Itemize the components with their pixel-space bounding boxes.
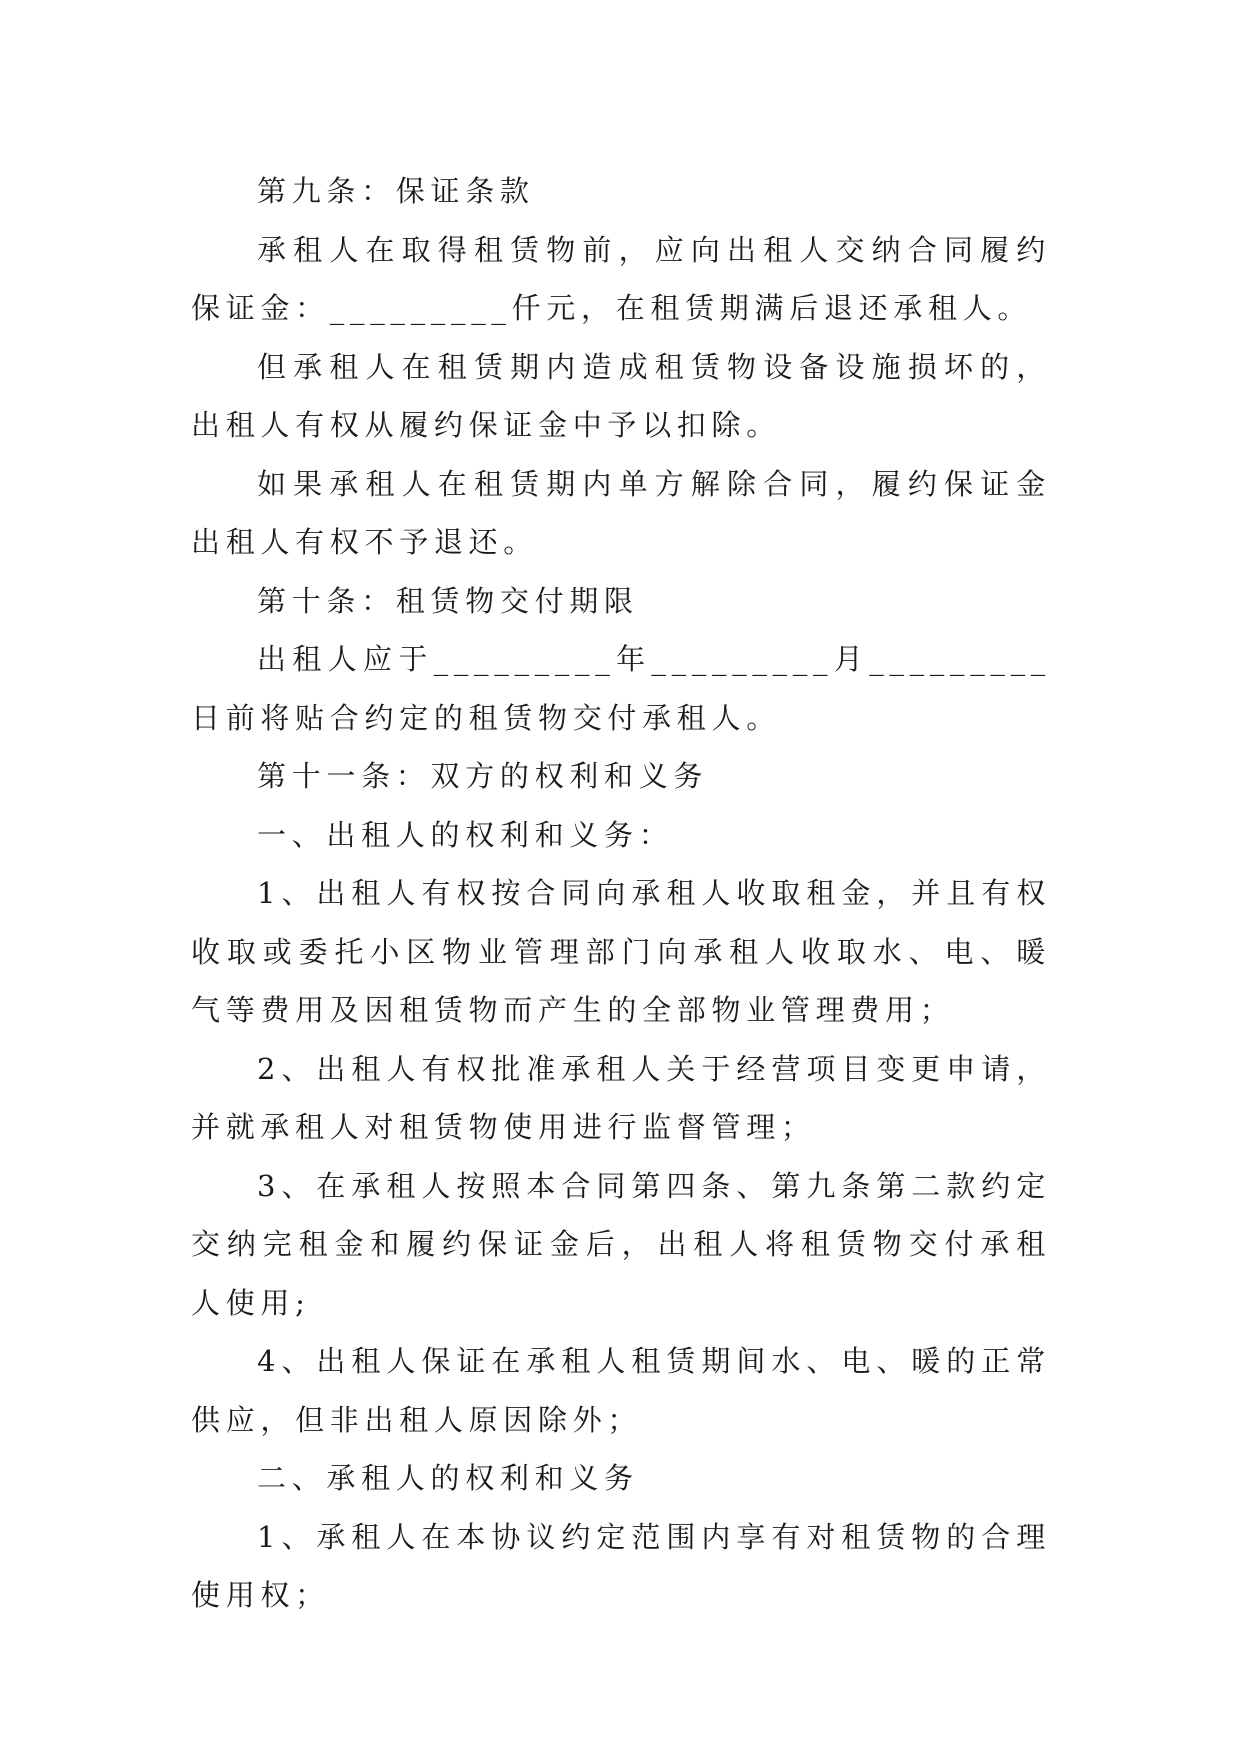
lessor-item-4: 4、出租人保证在承租人租赁期间水、电、暖的正常供应，但非出租人原因除外； (191, 1344, 1051, 1437)
damage-deduction-clause: 但承租人在租赁期内造成租赁物设备设施损坏的，出租人有权从履约保证金中予以扣除。 (191, 349, 1051, 442)
lessor-section-heading: 一、出租人的权利和义务： (257, 817, 674, 852)
lessor-item-1: 1、出租人有权按合同向承租人收取租金，并且有权收取或委托小区物业管理部门向承租人收取水、电、暖气等费用及因租赁物而产生的全部物业管理费用； (191, 876, 1051, 1027)
document-page (191, 162, 1051, 1625)
lessee-item-1: 1、承租人在本协议约定范围内享有对租赁物的合理使用权； (191, 1519, 1051, 1612)
delivery-date-clause: 出租人应于_________年_________月_________日前将贴合约定的租赁物交付承租人。 (191, 642, 1051, 735)
termination-clause: 如果承租人在租赁期内单方解除合同，履约保证金出租人有权不予退还。 (191, 466, 1051, 559)
article-11-heading: 第十一条：双方的权利和义务 (257, 759, 709, 793)
article-10-heading: 第十条：租赁物交付期限 (257, 583, 639, 618)
deposit-clause: 承租人在取得租赁物前，应向出租人交纳合同履约保证金：_________仟元，在租赁期满后退还承租人。 (191, 232, 1051, 325)
lessor-item-3: 3、在承租人按照本合同第四条、第九条第二款约定交纳完租金和履约保证金后，出租人将租赁物交付承租人使用; (191, 1168, 1051, 1320)
lessor-item-2: 2、出租人有权批准承租人关于经营项目变更申请，并就承租人对租赁物使用进行监督管理； (191, 1051, 1051, 1144)
lessee-section-heading: 二、承租人的权利和义务 (257, 1461, 639, 1495)
article-9-heading: 第九条：保证条款 (257, 174, 535, 208)
